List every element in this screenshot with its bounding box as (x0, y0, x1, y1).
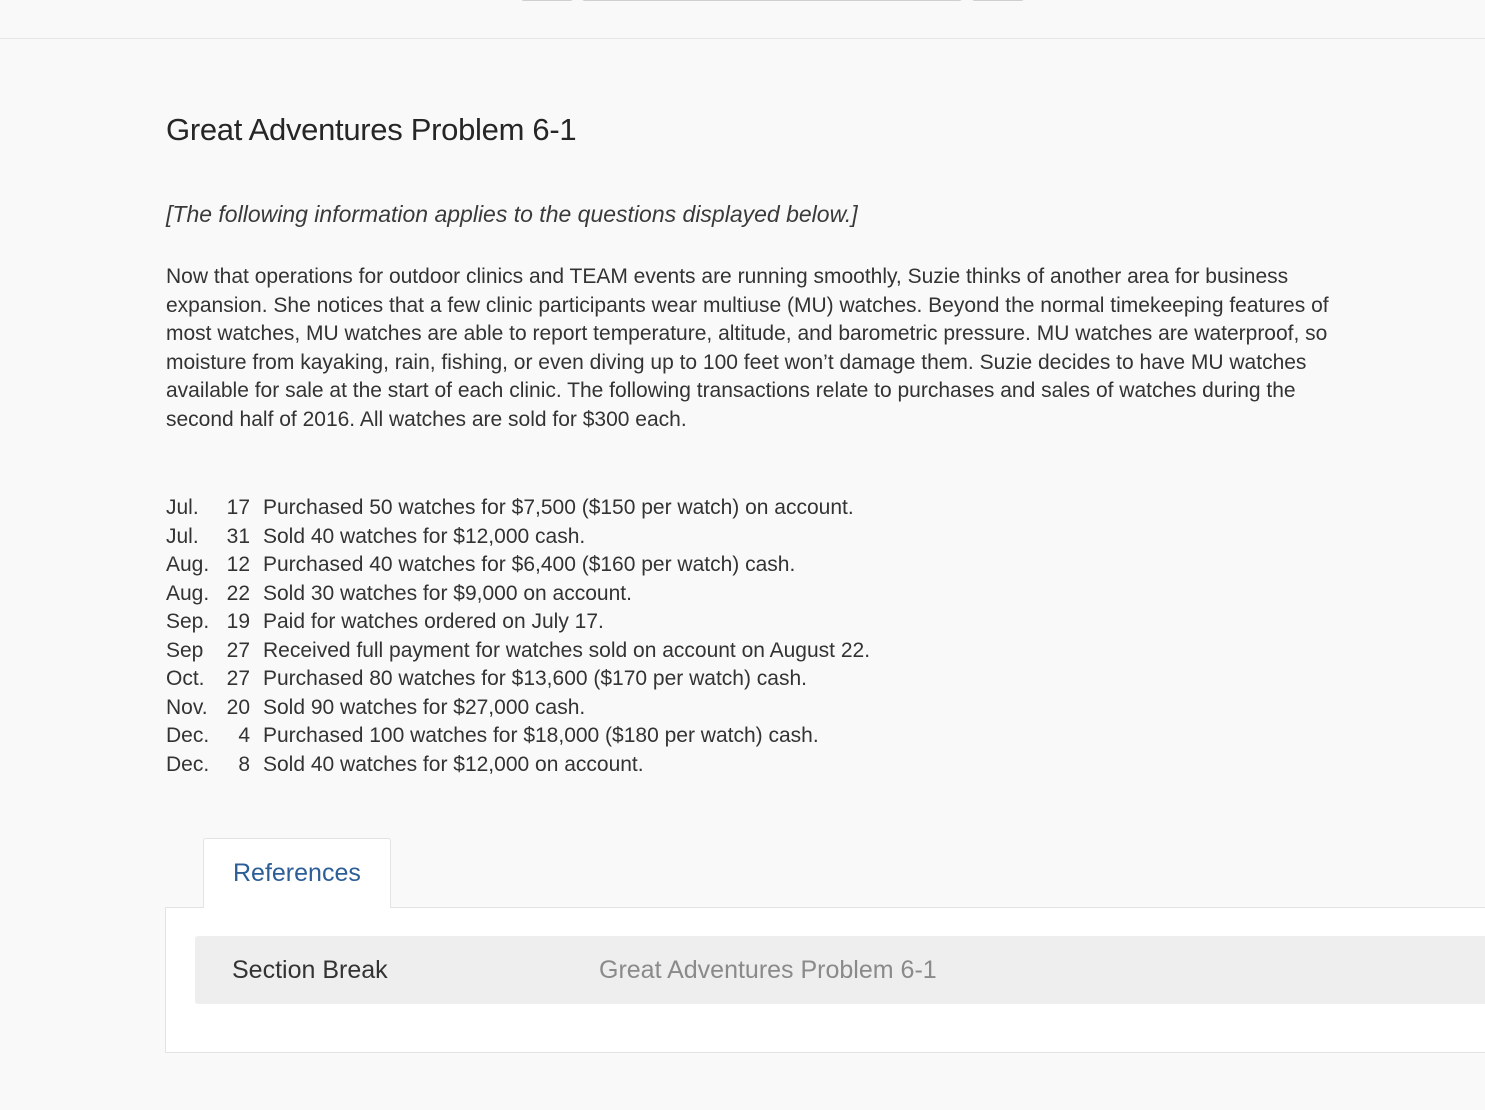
transaction-day: 22 (226, 581, 250, 605)
transaction-row (166, 637, 870, 666)
transaction-day: 27 (226, 667, 250, 690)
transaction-month: Jul. (166, 496, 199, 519)
problem-description: Now that operations for outdoor clinics and TEAM events are running smoothly, Suzie thinks of another area for business expansion. She notices that a few clinic participants wear multiuse (MU) watches. Beyond the normal timekeeping features of most watches, MU watches are able to report temperature, altitude, and barometric pressure. MU watches are waterproof, so moisture from kayaking, rain, fishing, or even diving up to 100 feet won’t damage them. Suzie decides to have MU watches available for sale at the start of each clinic. The following transactions relate to purchases and sales of watches during the second half of 2016. All watches are sold for $300 each. (166, 265, 1329, 431)
section-break-label: Section Break (232, 956, 388, 984)
tab-references-label[interactable]: References (233, 859, 361, 887)
transaction-description: Paid for watches ordered on July 17. (263, 610, 604, 633)
transaction-description: Sold 40 watches for $12,000 cash. (263, 524, 586, 548)
question-selector[interactable] (581, 0, 963, 1)
transaction-month: Dec. (166, 724, 210, 747)
transaction-day: 17 (226, 496, 250, 519)
transaction-month: Sep. (166, 610, 210, 633)
transaction-row (166, 722, 870, 751)
tab-references[interactable] (203, 838, 391, 908)
transaction-list (166, 494, 870, 779)
transaction-row (166, 665, 870, 694)
transaction-day: 19 (226, 610, 250, 633)
transaction-month: Aug. (166, 581, 210, 605)
transaction-row (166, 494, 870, 523)
section-break-row (195, 936, 1485, 1004)
transaction-description: Sold 40 watches for $12,000 on account. (263, 752, 644, 776)
transaction-day: 12 (226, 553, 250, 576)
page-title: Great Adventures Problem 6-1 (166, 112, 577, 147)
transaction-description: Purchased 100 watches for $18,000 ($180 per watch) cash. (263, 724, 819, 747)
section-break-value: Great Adventures Problem 6-1 (599, 956, 937, 984)
transaction-row (166, 694, 870, 723)
transaction-month: Jul. (166, 524, 199, 548)
transaction-description: Purchased 40 watches for $6,400 ($160 per watch) cash. (263, 553, 796, 576)
transaction-description: Purchased 80 watches for $13,600 ($170 per watch) cash. (263, 667, 807, 690)
transaction-description: Sold 30 watches for $9,000 on account. (263, 581, 632, 605)
transaction-day: 20 (226, 695, 250, 719)
transaction-month: Nov. (166, 695, 208, 719)
next-button[interactable] (971, 0, 1025, 1)
transaction-row (166, 751, 870, 780)
transaction-day: 8 (238, 752, 250, 776)
transaction-day: 27 (226, 638, 250, 662)
transaction-row (166, 580, 870, 609)
transaction-day: 31 (226, 524, 250, 548)
transaction-day: 4 (238, 724, 250, 747)
transaction-month: Aug. (166, 553, 210, 576)
transaction-description: Received full payment for watches sold on account on August 22. (263, 638, 871, 662)
transaction-month: Sep (166, 638, 204, 662)
transaction-row (166, 608, 870, 637)
previous-button[interactable] (520, 0, 574, 1)
transaction-row (166, 523, 870, 552)
top-navigation-bar (0, 0, 1485, 39)
intro-note: [The following information applies to the questions displayed below.] (166, 201, 858, 227)
transaction-description: Purchased 50 watches for $7,500 ($150 per watch) on account. (263, 496, 854, 519)
transaction-month: Dec. (166, 752, 210, 776)
transaction-description: Sold 90 watches for $27,000 cash. (263, 695, 586, 719)
transaction-month: Oct. (166, 667, 205, 690)
transaction-row (166, 551, 870, 580)
